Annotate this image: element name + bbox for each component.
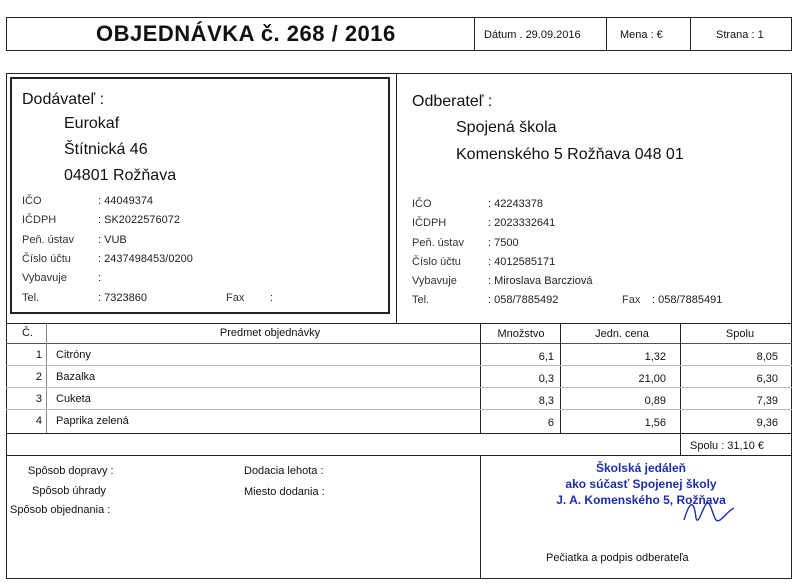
supplier-icdph-value: : SK2022576072: [98, 214, 180, 226]
supplier-ico-value: : 44049374: [98, 195, 154, 207]
table-header-line: [6, 343, 792, 344]
row-separator: [6, 387, 792, 388]
row-qty: 6,1: [538, 351, 554, 363]
currency: Mena : €: [620, 29, 663, 41]
header-divider-3: [690, 17, 691, 51]
supplier-city: 04801 Rožňava: [64, 167, 177, 184]
customer-icdph-label: IČDPH: [412, 217, 447, 229]
row-item: Cuketa: [56, 393, 91, 405]
row-item: Citróny: [56, 349, 91, 361]
customer-bank-value: : 7500: [488, 237, 519, 249]
supplier-contact-label: Vybavuje: [22, 272, 67, 284]
row-total: 7,39: [756, 395, 778, 407]
header-divider-1: [474, 17, 475, 51]
customer-fax-label: Fax: [622, 294, 641, 306]
row-qty: 8,3: [538, 395, 554, 407]
customer-account-label: Číslo účtu: [412, 256, 461, 268]
footer-divider: [480, 455, 481, 579]
stamp-line-1: Školská jedáleň: [595, 461, 687, 475]
supplier-account-label: Číslo účtu: [22, 253, 71, 265]
supplier-bank-value: : VUB: [98, 234, 127, 246]
supplier-box: [10, 77, 390, 314]
page-number: Strana : 1: [716, 29, 764, 41]
grand-total: Spolu : 31,10 €: [690, 440, 765, 452]
row-num: 3: [35, 393, 42, 405]
delivery-term-label: Dodacia lehota :: [244, 465, 324, 477]
col-header-item: Predmet objednávky: [219, 327, 321, 339]
row-total: 6,30: [756, 373, 778, 385]
supplier-contact-value: :: [98, 272, 102, 284]
customer-bank-label: Peň. ústav: [412, 237, 464, 249]
supplier-tel-value: : 7323860: [98, 292, 147, 304]
supplier-fax-value: :: [270, 292, 274, 304]
table-bottom-line: [6, 433, 792, 434]
row-item: Bazalka: [56, 371, 96, 383]
customer-address: Komenského 5 Rožňava 048 01: [456, 146, 684, 163]
table-top-line: [6, 323, 792, 324]
row-separator: [6, 365, 792, 366]
col-divider-price: [560, 323, 561, 433]
supplier-account-value: : 2437498453/0200: [98, 253, 193, 265]
supplier-icdph-label: IČDPH: [22, 214, 57, 226]
payment-method-label: Spôsob úhrady: [32, 485, 106, 497]
supplier-ico-label: IČO: [22, 195, 42, 207]
customer-contact-value: : Miroslava Barcziová: [488, 275, 593, 287]
header-divider-2: [606, 17, 607, 51]
row-num: 4: [35, 415, 42, 427]
row-qty: 0,3: [538, 373, 554, 385]
col-divider-total: [680, 323, 681, 433]
col-header-num: Č.: [22, 327, 33, 339]
supplier-street: Štítnická 46: [64, 141, 148, 158]
supplier-bank-label: Peň. ústav: [22, 234, 74, 246]
supplier-heading: Dodávateľ :: [22, 91, 105, 108]
row-total: 9,36: [756, 417, 778, 429]
col-header-price: Jedn. cena: [595, 328, 649, 340]
stamp-line-2: ako súčasť Spojenej školy: [565, 477, 717, 491]
customer-fax-value: : 058/7885491: [652, 294, 723, 306]
customer-tel-value: : 058/7885492: [488, 294, 559, 306]
row-item: Paprika zelená: [56, 415, 129, 427]
customer-icdph-value: : 2023332641: [488, 217, 556, 229]
customer-tel-label: Tel.: [412, 294, 430, 306]
row-price: 1,32: [644, 351, 666, 363]
sum-box-left: [680, 433, 681, 455]
col-divider-num: [46, 323, 47, 433]
order-date: Dátum . 29.09.2016: [484, 29, 581, 41]
row-num: 1: [35, 349, 42, 361]
row-num: 2: [35, 371, 42, 383]
customer-ico-value: : 42243378: [488, 198, 544, 210]
signature-caption: Pečiatka a podpis odberateľa: [546, 552, 689, 564]
order-title: OBJEDNÁVKA č. 268 / 2016: [96, 21, 396, 46]
row-price: 21,00: [638, 373, 666, 385]
customer-ico-label: IČO: [412, 198, 432, 210]
row-total: 8,05: [756, 351, 778, 363]
col-divider-qty: [480, 323, 481, 433]
row-qty: 6: [547, 417, 554, 429]
order-method-label: Spôsob objednania :: [10, 504, 111, 516]
supplier-fax-label: Fax: [226, 292, 245, 304]
row-price: 0,89: [644, 395, 666, 407]
customer-contact-label: Vybavuje: [412, 275, 457, 287]
customer-name: Spojená škola: [456, 119, 557, 136]
delivery-place-label: Miesto dodania :: [244, 486, 325, 498]
supplier-tel-label: Tel.: [22, 292, 40, 304]
delivery-method-label: Spôsob dopravy :: [28, 465, 114, 477]
row-separator: [6, 409, 792, 410]
signature: [680, 490, 740, 530]
col-header-qty: Množstvo: [497, 328, 545, 340]
customer-account-value: : 4012585171: [488, 256, 556, 268]
supplier-name: Eurokaf: [64, 115, 120, 132]
stamp-line-3: J. A. Komenského 5, Rožňava: [556, 493, 726, 507]
customer-heading: Odberateľ :: [412, 93, 493, 110]
col-header-total: Spolu: [725, 328, 755, 340]
party-divider: [396, 73, 397, 323]
sum-line: [6, 455, 792, 456]
row-price: 1,56: [644, 417, 666, 429]
